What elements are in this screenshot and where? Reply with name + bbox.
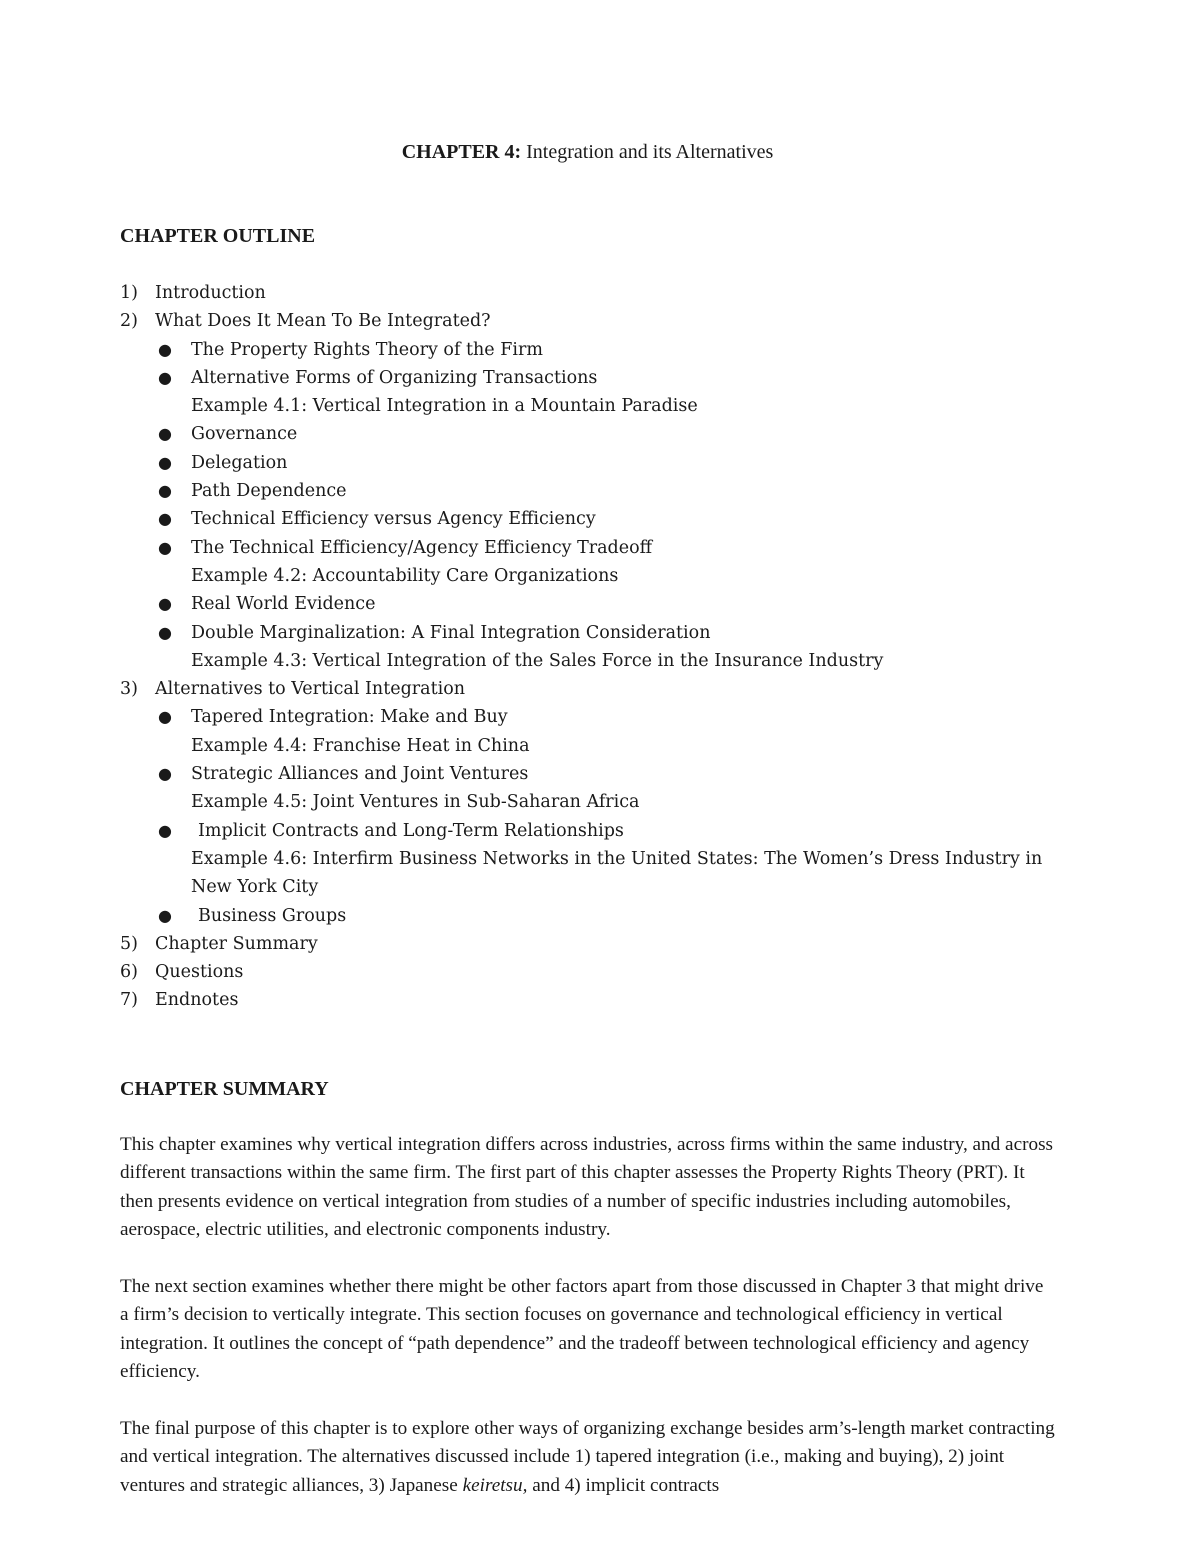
outline-subitem [120,336,1080,364]
bullet-icon: ● [158,905,172,925]
outline-item [120,279,1080,307]
outline-subitem-label: Tapered Integration: Make and Buy [191,707,508,728]
bullet-icon: ● [158,764,172,784]
chapter-title-text: Integration and its Alternatives [526,141,774,163]
outline-subitem [120,760,1080,788]
bullet-icon: ● [158,481,172,501]
outline-example-label: Example 4.1: Vertical Integration in a Mountain Paradise [191,396,698,417]
summary-italic-term: keiretsu, [462,1474,528,1496]
summary-heading: CHAPTER SUMMARY [120,1078,329,1100]
outline-item [120,675,1080,703]
outline-subitem-label: Alternative Forms of Organizing Transactions [191,367,598,388]
summary-paragraph-3-start: The final purpose of this chapter is to explore other ways of organizing exchange besides arm’s-length market contracting and vertical integration. The alternatives discussed include 1) tapered integration (i.e., making and buying), 2) joint ventures and strategic alliances, 3) Japanese [120,1418,1055,1496]
outline-subitem-label: Implicit Contracts and Long-Term Relationships [198,820,624,841]
summary-paragraph-3-end: and 4) implicit contracts [532,1474,720,1496]
outline-subitem [120,364,1080,392]
outline-example-label: New York City [191,877,319,898]
bullet-icon: ● [158,594,172,614]
bullet-icon: ● [158,509,172,529]
outline-item-label: Alternatives to Vertical Integration [155,679,466,700]
chapter-title [120,139,1055,165]
outline-subitem-label: Technical Efficiency versus Agency Efficiency [191,509,596,530]
outline-example [120,562,1080,590]
outline-subitem-label: Strategic Alliances and Joint Ventures [191,764,529,785]
outline-example-label: Example 4.4: Franchise Heat in China [191,735,530,756]
outline-example [120,732,1080,760]
outline-subitem [120,703,1080,731]
outline-item [120,930,1080,958]
outline-item-label: Questions [155,962,244,983]
outline-subitem-label: Path Dependence [191,481,347,502]
outline-item-label: What Does It Mean To Be Integrated? [155,311,491,332]
outline-example-label: Example 4.2: Accountability Care Organizations [191,565,619,586]
outline-subitem-label: Double Marginalization: A Final Integration Consideration [191,622,711,643]
outline-item-number: 3) [120,679,138,700]
outline-subitem [120,420,1080,448]
outline-example-label: Example 4.6: Interfirm Business Networks in the United States: The Women’s Dress Industry in [191,848,1043,869]
bullet-icon: ● [158,707,172,727]
outline-item-label: Introduction [155,283,266,303]
outline-example-label: Example 4.3: Vertical Integration of the Sales Force in the Insurance Industry [191,650,884,671]
outline-subitem [120,619,1080,647]
outline-subitem-label: The Technical Efficiency/Agency Efficiency Tradeoff [191,537,653,558]
outline-subitem [120,505,1080,533]
outline-example-label: Example 4.5: Joint Ventures in Sub-Saharan Africa [191,792,640,813]
outline-subitem-label: Delegation [191,452,288,473]
outline-example [120,392,1080,420]
outline-item-number: 5) [120,933,138,954]
outline-subitem-label: Governance [191,424,298,445]
bullet-icon: ● [158,424,172,444]
outline-example [120,845,1080,873]
summary-paragraph-1: This chapter examines why vertical integration differs across industries, across firms within the same industry, and across different transactions within the same firm. The first part of this chapter assesses the Property Rights Theory (PRT). It then presents evidence on vertical integration from studies of a number of specific industries including automobiles, aerospace, electric utilities, and electronic components industry. [120,1134,1054,1241]
outline-item-label: Chapter Summary [155,933,318,954]
chapter-outline [120,279,1080,1015]
outline-example [120,647,1080,675]
outline-example [120,873,1080,901]
chapter-label: CHAPTER 4: [401,141,522,163]
outline-subitem [120,817,1080,845]
summary-paragraph-3 [120,1415,1055,1500]
outline-item-label: Endnotes [155,990,239,1011]
outline-subitem-label: Business Groups [198,905,347,926]
outline-item-number: 2) [120,311,138,332]
bullet-icon: ● [158,367,172,387]
outline-item-number: 1) [120,283,138,303]
outline-heading: CHAPTER OUTLINE [120,225,316,247]
bullet-icon: ● [158,452,172,472]
outline-subitem-label: Real World Evidence [191,594,376,615]
bullet-icon: ● [158,820,172,840]
outline-subitem [120,534,1080,562]
bullet-icon: ● [158,622,172,642]
bullet-icon: ● [158,339,172,359]
outline-subitem-label: The Property Rights Theory of the Firm [191,339,543,360]
chapter-summary [120,1131,1055,1529]
bullet-icon: ● [158,537,172,557]
outline-subitem [120,449,1080,477]
outline-subitem [120,590,1080,618]
outline-subitem [120,902,1080,930]
outline-item-number: 6) [120,962,138,983]
outline-item [120,986,1080,1014]
outline-example [120,788,1080,816]
outline-item [120,958,1080,986]
outline-item-number: 7) [120,990,138,1011]
outline-subitem [120,477,1080,505]
summary-paragraph-2: The next section examines whether there might be other factors apart from those discussed in Chapter 3 that might drive a firm’s decision to vertically integrate. This section focuses on governance and technological efficiency in vertical integration. It outlines the concept of “path dependence” and the tradeoff between technological efficiency and agency efficiency. [120,1276,1044,1383]
outline-item [120,307,1080,335]
